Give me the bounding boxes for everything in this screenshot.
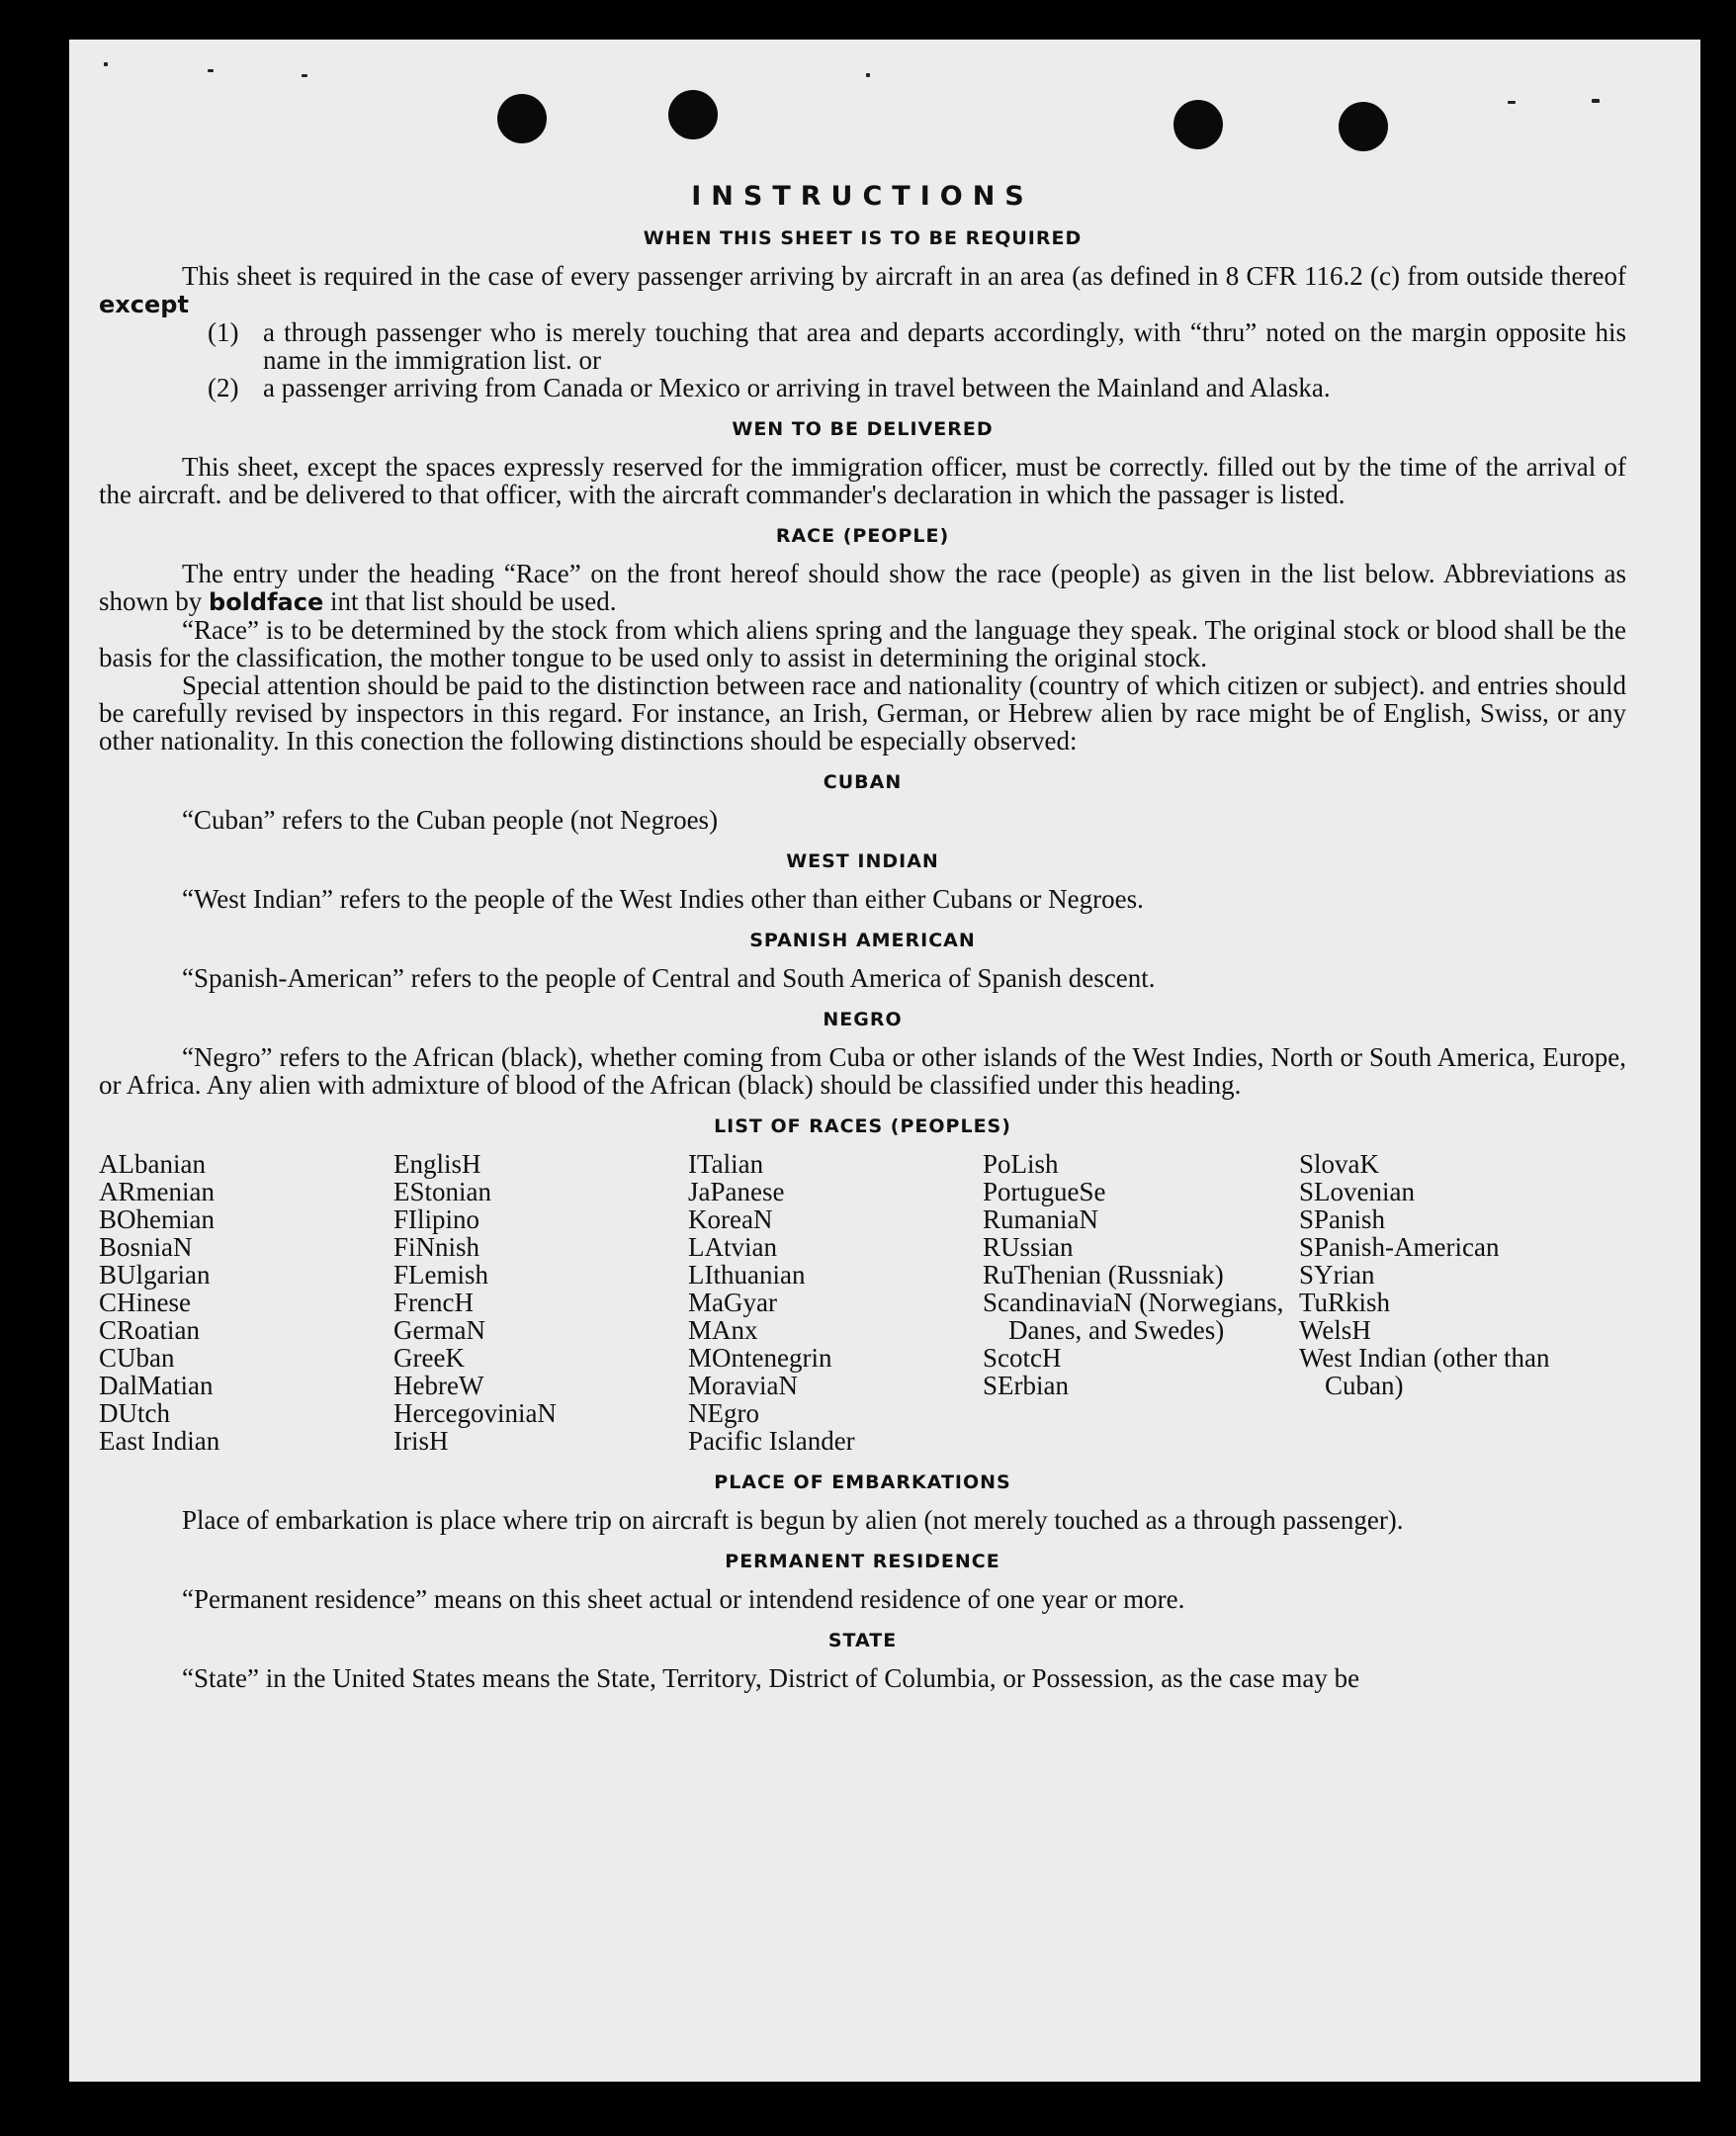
punch-hole xyxy=(1339,102,1388,151)
race-entry: RUssian xyxy=(983,1232,1074,1262)
race-entry: RuThenian (Russniak) xyxy=(983,1260,1224,1290)
spanish-american-paragraph: “Spanish-American” refers to the people of Central and South America of Spanish descent. xyxy=(182,963,1156,993)
race-entry: BUlgarian xyxy=(99,1260,211,1290)
speck xyxy=(1508,101,1516,104)
punch-hole xyxy=(497,94,547,143)
exception-item xyxy=(208,318,1626,374)
section-heading-embarkation: PLACE OF EMBARKATIONS xyxy=(714,1471,1011,1493)
section-heading-race: RACE (PEOPLE) xyxy=(775,525,950,547)
speck xyxy=(302,74,307,77)
race-entry: CUban xyxy=(99,1343,175,1373)
section-heading-when-delivered: WEN TO BE DELIVERED xyxy=(732,418,994,440)
races-column xyxy=(983,1150,1299,1455)
section-heading-state: STATE xyxy=(827,1630,898,1651)
race-entry: PoLish xyxy=(983,1149,1059,1179)
race-entry: IrisH xyxy=(393,1426,449,1456)
race-entry: BOhemian xyxy=(99,1204,215,1234)
race-entry: MaGyar xyxy=(688,1288,777,1317)
race-entry: FiNnish xyxy=(393,1232,480,1262)
speck xyxy=(1592,99,1600,103)
race-entry: NEgro xyxy=(688,1398,759,1428)
when-required-paragraph xyxy=(99,262,1626,318)
race-entry: MOntenegrin xyxy=(688,1343,832,1373)
race-paragraph-1 xyxy=(99,560,1626,616)
races-column xyxy=(393,1150,688,1455)
section-heading-west-indian: WEST INDIAN xyxy=(786,850,939,872)
race-entry: West Indian (other than Cuban) xyxy=(1299,1343,1550,1400)
exception-number: (2) xyxy=(208,373,239,402)
race-entry: HercegoviniaN xyxy=(393,1398,557,1428)
race-entry: MoraviaN xyxy=(688,1371,798,1400)
race-entry: LIthuanian xyxy=(688,1260,806,1290)
permanent-residence-paragraph: “Permanent residence” means on this sheet actual or intendend residence of one year or more. xyxy=(182,1584,1185,1614)
race-entry: CRoatian xyxy=(99,1315,200,1345)
exception-text: a passenger arriving from Canada or Mexico or arriving in travel between the Mainland and Alaska. xyxy=(263,373,1331,402)
race-paragraph-2: “Race” is to be determined by the stock from which aliens spring and the language they speak. The original stock or blood shall be the basis for the classification, the mother tongue to be used only to assist in determining the original stock. xyxy=(99,615,1626,672)
race-entry: CHinese xyxy=(99,1288,191,1317)
cuban-paragraph: “Cuban” refers to the Cuban people (not Negroes) xyxy=(182,805,719,835)
races-column xyxy=(688,1150,983,1455)
section-heading-list-of-races: LIST OF RACES (PEOPLES) xyxy=(714,1115,1011,1137)
speck xyxy=(208,69,214,72)
race-entry: PortugueSe xyxy=(983,1177,1106,1206)
section-heading-cuban: CUBAN xyxy=(823,771,903,793)
race-entry: ALbanian xyxy=(99,1149,206,1179)
race-entry: TuRkish xyxy=(1299,1288,1391,1317)
race-entry: KoreaN xyxy=(688,1204,773,1234)
race-entry: EnglisH xyxy=(393,1149,481,1179)
race-entry: JaPanese xyxy=(688,1177,785,1206)
boldface-keyword: boldface xyxy=(209,588,324,616)
embarkation-paragraph: Place of embarkation is place where trip on aircraft is begun by alien (not merely touched as a through passenger). xyxy=(182,1505,1404,1535)
race-entry: HebreW xyxy=(393,1371,484,1400)
race-entry: SPanish xyxy=(1299,1204,1386,1234)
section-heading-permanent-residence: PERMANENT RESIDENCE xyxy=(725,1551,1000,1572)
exception-number: (1) xyxy=(208,317,239,347)
race-entry: FLemish xyxy=(393,1260,489,1290)
race-entry: MAnx xyxy=(688,1315,758,1345)
race-entry: GermaN xyxy=(393,1315,485,1345)
state-paragraph: “State” in the United States means the State, Territory, District of Columbia, or Possession, as the case may be xyxy=(182,1663,1360,1693)
document-page xyxy=(69,40,1700,2082)
section-heading-spanish-american: SPANISH AMERICAN xyxy=(749,930,976,951)
race-entry: SYrian xyxy=(1299,1260,1375,1290)
west-indian-paragraph: “West Indian” refers to the people of the West Indies other than either Cubans or Negroes. xyxy=(182,884,1144,914)
section-heading-negro: NEGRO xyxy=(823,1009,903,1030)
speck xyxy=(866,73,870,77)
exception-text: a through passenger who is merely touching that area and departs accordingly, with “thru” noted on the margin opposite his name in the immigration list. or xyxy=(263,317,1626,375)
race-entry: RumaniaN xyxy=(983,1204,1098,1234)
race-entry: Pacific Islander xyxy=(688,1426,855,1456)
when-required-text: This sheet is required in the case of every passenger arriving by aircraft in an area (as defined in 8 CFR 116.2 (c) from outside thereof xyxy=(182,261,1626,291)
exception-item xyxy=(208,374,1626,401)
page-title: INSTRUCTIONS xyxy=(691,181,1034,212)
race-entry: GreeK xyxy=(393,1343,465,1373)
punch-hole xyxy=(668,90,718,139)
race-entry: SlovaK xyxy=(1299,1149,1379,1179)
speck xyxy=(104,62,108,66)
race-entry: ITalian xyxy=(688,1149,764,1179)
race-entry: BosniaN xyxy=(99,1232,193,1262)
when-delivered-paragraph: This sheet, except the spaces expressly reserved for the immigration officer, must be correctly. filled out by the time of the arrival of the aircraft. and be delivered to that officer, with the aircraft commander's declaration in which the passager is listed. xyxy=(99,452,1626,509)
race-entry: FrencH xyxy=(393,1288,474,1317)
instructions-content xyxy=(99,183,1626,1692)
races-list xyxy=(99,1150,1626,1455)
section-heading-when-required: WHEN THIS SHEET IS TO BE REQUIRED xyxy=(643,227,1083,249)
race-entry: SLovenian xyxy=(1299,1177,1415,1206)
race-entry: ScotcH xyxy=(983,1343,1062,1373)
race-entry: DalMatian xyxy=(99,1371,214,1400)
race-entry: East Indian xyxy=(99,1426,220,1456)
race-entry: SErbian xyxy=(983,1371,1069,1400)
race-entry: WelsH xyxy=(1299,1315,1371,1345)
race-entry: FIlipino xyxy=(393,1204,480,1234)
race-text-b: int that list should be used. xyxy=(329,586,617,616)
except-keyword: except xyxy=(99,291,189,318)
punch-hole xyxy=(1173,100,1223,149)
race-text-a: The entry under the heading “Race” on the front hereof should show the race (people) as given in the list below. Abbreviations as shown by xyxy=(99,559,1626,616)
race-entry: ScandinaviaN (Norwegians, Danes, and Swedes) xyxy=(983,1288,1284,1345)
race-entry: SPanish-American xyxy=(1299,1232,1500,1262)
race-entry: ARmenian xyxy=(99,1177,215,1206)
race-entry: DUtch xyxy=(99,1398,170,1428)
race-entry: EStonian xyxy=(393,1177,491,1206)
race-entry: LAtvian xyxy=(688,1232,777,1262)
race-paragraph-3: Special attention should be paid to the distinction between race and nationality (country of which citizen or subject). and entries should be carefully revised by inspectors in this regard. For instance, an Irish, German, or Hebrew alien by race might be of English, Swiss, or any other nationality. In this conection the following distinctions should be especially observed: xyxy=(99,670,1626,756)
races-column xyxy=(99,1150,393,1455)
races-column xyxy=(1299,1150,1596,1455)
negro-paragraph: “Negro” refers to the African (black), whether coming from Cuba or other islands of the West Indies, North or South America, Europe, or Africa. Any alien with admixture of blood of the African (black) should be classified under this heading. xyxy=(99,1042,1626,1100)
